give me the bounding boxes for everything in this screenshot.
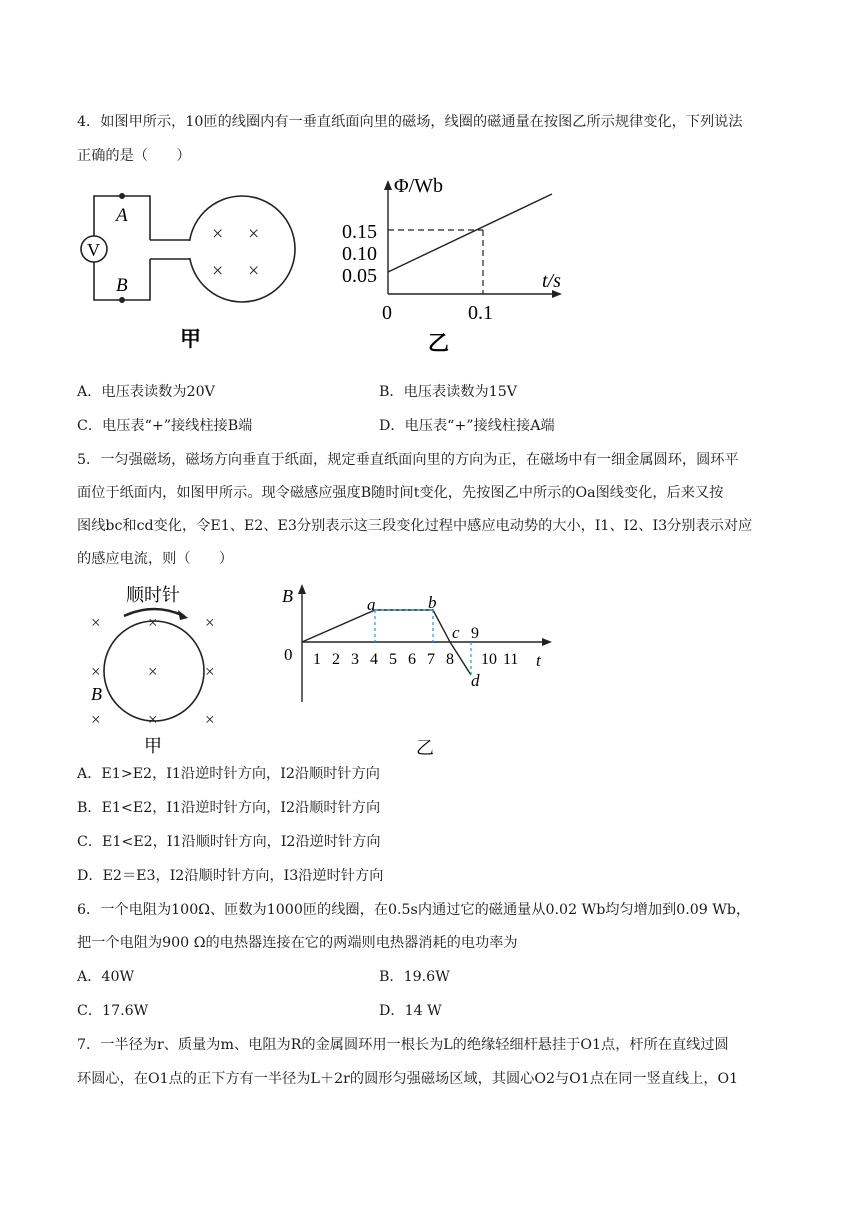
- x-tick-01: 0.1: [468, 302, 493, 324]
- q4-figure-jia: [76, 180, 306, 350]
- q5-stem-line-2: 面位于纸面内，如图甲所示。现令磁感应强度B随时间t变化，先按图乙中所示的Oa图线变化，后来又按: [77, 485, 724, 501]
- field-cross: ×: [248, 260, 260, 282]
- field-cross: ×: [205, 662, 215, 681]
- x-tick: 6: [408, 651, 416, 668]
- point-a-label: A: [116, 205, 128, 226]
- field-cross: ×: [205, 613, 215, 632]
- field-cross: ×: [91, 710, 101, 729]
- y-axis-label: B: [282, 586, 293, 606]
- x-tick: 9: [471, 625, 479, 642]
- q5-stem-line-4: 的感应电流，则（ ）: [77, 551, 234, 567]
- q4-option-c[interactable]: C．电压表“+”接线柱接B端: [77, 418, 253, 434]
- point-c-label: c: [452, 623, 460, 642]
- b-label: B: [91, 684, 102, 704]
- q6-option-b[interactable]: B．19.6W: [379, 969, 450, 985]
- flux-line: [388, 194, 552, 272]
- q6-stem-line-2: 把一个电阻为900 Ω的电热器连接在它的两端则电热器消耗的电功率为: [77, 935, 518, 951]
- terminal-a-dot: [119, 193, 125, 199]
- q5-stem-line-1: 5．一匀强磁场，磁场方向垂直于纸面，规定垂直纸面向里的方向为正，在磁场中有一细金属圆环，圆环平: [77, 452, 739, 468]
- x-tick: 8: [446, 651, 454, 668]
- x-tick: 4: [370, 651, 378, 668]
- x-axis-label: t/s: [542, 270, 561, 292]
- origin-label: 0: [382, 302, 392, 324]
- terminal-b-dot: [119, 297, 125, 303]
- x-tick: 11: [503, 651, 519, 668]
- q5-option-c[interactable]: C．E1<E2，I1沿顺时针方向，I2沿逆时针方向: [77, 834, 381, 850]
- q7-stem-line-1: 7．一半径为r、质量为m、电阻为R的金属圆环用一根长为L的绝缘轻细杆悬挂于O1点，杆所在直线过圆: [77, 1037, 729, 1053]
- x-axis-label: t: [536, 651, 541, 670]
- q5-figure-jia: [80, 580, 240, 760]
- q4-option-d[interactable]: D．电压表“+”接线柱接A端: [379, 418, 555, 434]
- field-cross: ×: [148, 613, 158, 632]
- field-cross: ×: [148, 710, 158, 729]
- q6-option-d[interactable]: D．14 W: [379, 1003, 442, 1019]
- field-cross: ×: [212, 223, 224, 245]
- q5-option-d[interactable]: D．E2＝E3，I2沿顺时针方向，I3沿逆时针方向: [77, 868, 384, 884]
- q6-option-c[interactable]: C．17.6W: [77, 1003, 149, 1019]
- figure-label-jia: 甲: [180, 327, 201, 350]
- field-cross: ×: [91, 662, 101, 681]
- point-b-label: B: [116, 275, 128, 296]
- field-cross: ×: [248, 223, 260, 245]
- x-tick: 3: [351, 651, 359, 668]
- x-tick: 10: [481, 651, 497, 668]
- figure-label-yi: 乙: [428, 331, 449, 354]
- point-a-label: a: [367, 595, 376, 614]
- y-axis-label: Φ/Wb: [394, 175, 444, 197]
- q6-option-a[interactable]: A．40W: [77, 969, 135, 985]
- field-cross: ×: [212, 260, 224, 282]
- q4-stem-line-2: 正确的是（ ）: [77, 148, 191, 164]
- q4-figure-yi: [336, 174, 576, 354]
- figure-label-jia: 甲: [144, 736, 162, 756]
- q5-figure-yi: [278, 580, 568, 760]
- point-b-label: b: [428, 593, 437, 612]
- point-d-label: d: [471, 671, 480, 690]
- figure-label-yi: 乙: [416, 738, 434, 758]
- q4-option-a[interactable]: A．电压表读数为20V: [77, 384, 215, 400]
- origin-label: 0: [284, 645, 293, 664]
- y-tick-010: 0.10: [342, 243, 377, 265]
- field-cross: ×: [148, 662, 158, 681]
- y-tick-005: 0.05: [342, 265, 377, 287]
- q6-stem-line-1: 6．一个电阻为100Ω、匝数为1000匝的线圈，在0.5s内通过它的磁通量从0.02 Wb均匀增加到0.09 Wb，: [77, 902, 751, 918]
- q5-option-b[interactable]: B．E1<E2，I1沿逆时针方向，I2沿顺时针方向: [77, 800, 381, 816]
- x-tick: 5: [389, 651, 397, 668]
- x-tick: 1: [313, 651, 321, 668]
- q5-stem-line-3: 图线bc和cd变化，令E1、E2、E3分别表示这三段变化过程中感应电动势的大小，I1、I2、I3分别表示对应: [77, 518, 753, 534]
- field-cross: ×: [91, 613, 101, 632]
- q4-stem-line-1: 4．如图甲所示，10匝的线圈内有一垂直纸面向里的磁场，线圈的磁通量在按图乙所示规律变化，下列说法: [77, 114, 743, 130]
- q7-stem-line-2: 环圆心，在O1点的正下方有一半径为L＋2r的圆形匀强磁场区域，其圆心O2与O1点在同一竖直线上，O1: [77, 1071, 739, 1087]
- clockwise-label: 顺时针: [126, 585, 180, 605]
- x-tick: 2: [332, 651, 340, 668]
- q5-option-a[interactable]: A．E1>E2，I1沿逆时针方向，I2沿顺时针方向: [77, 766, 380, 782]
- y-tick-015: 0.15: [342, 221, 377, 243]
- voltmeter-label: V: [87, 240, 100, 260]
- field-cross: ×: [205, 710, 215, 729]
- q4-option-b[interactable]: B．电压表读数为15V: [379, 384, 518, 400]
- x-tick: 7: [427, 651, 435, 668]
